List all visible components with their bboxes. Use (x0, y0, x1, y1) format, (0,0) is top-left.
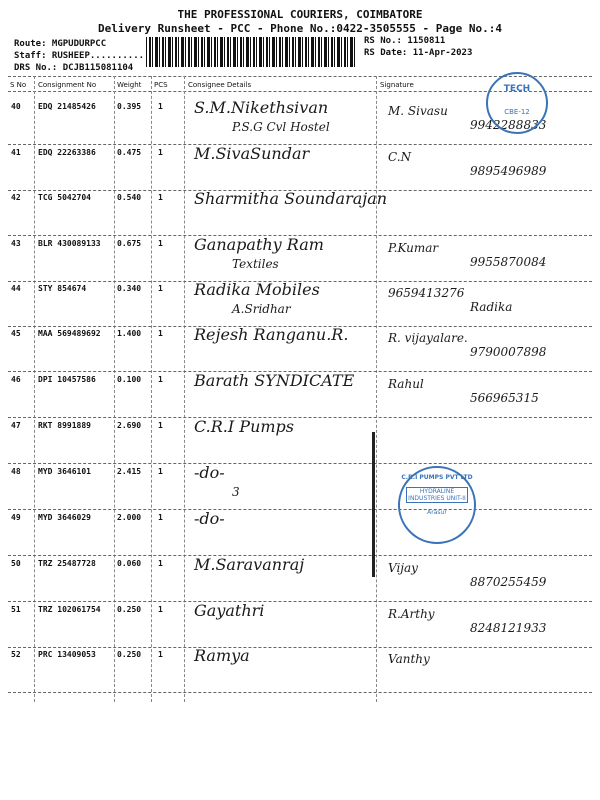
row-consignment-no: TCG 5042704 (38, 193, 91, 202)
row-separator (8, 692, 592, 693)
row-sno: 44 (11, 284, 21, 293)
row-pcs: 1 (158, 513, 163, 522)
row-consignee-name: S.M.Nikethsivan (194, 98, 329, 117)
row-consignee-name: -do- (194, 509, 225, 528)
row-separator (8, 647, 592, 648)
row-pcs: 1 (158, 375, 163, 384)
col-pcs-header: PCS (154, 81, 168, 89)
row-sno: 50 (11, 559, 21, 568)
row-consignment-no: STY 854674 (38, 284, 87, 293)
row-sno: 49 (11, 513, 21, 522)
row-consignee-name: Rejesh Ranganu.R. (194, 325, 349, 344)
staff-label: Staff: RUSHEEP.......... (14, 51, 145, 61)
row-signature-phone: 8870255459 (470, 575, 547, 589)
row-weight: 0.250 (117, 650, 142, 659)
row-signature: 9659413276 (388, 286, 465, 300)
bracket-line (372, 432, 375, 577)
tech-stamp: TECH CBE-12 (486, 72, 548, 134)
row-signature: C.N (388, 150, 412, 164)
col-divider (34, 76, 35, 702)
row-consignment-no: EDQ 21485426 (38, 102, 96, 111)
row-weight: 0.540 (117, 193, 142, 202)
rs-date: RS Date: 11-Apr-2023 (364, 48, 473, 58)
row-pcs: 1 (158, 467, 163, 476)
route-label: Route: MGPUDURPCC (14, 39, 107, 49)
row-consignee-extra: A.Sridhar (232, 302, 291, 316)
row-pcs: 1 (158, 239, 163, 248)
row-consignment-no: TRZ 102061754 (38, 605, 101, 614)
row-consignment-no: BLR 430089133 (38, 239, 101, 248)
row-consignee-name: C.R.I Pumps (194, 417, 294, 436)
row-pcs: 1 (158, 102, 163, 111)
col-consignment-header: Consignment No (38, 81, 97, 89)
row-consignment-no: DPI 10457586 (38, 375, 96, 384)
rs-number: RS No.: 1150811 (364, 36, 446, 46)
row-pcs: 1 (158, 193, 163, 202)
col-divider (114, 76, 115, 702)
row-weight: 0.060 (117, 559, 142, 568)
row-separator (8, 601, 592, 602)
row-consignee-name: -do- (194, 463, 225, 482)
row-consignment-no: EDQ 22263386 (38, 148, 96, 157)
row-sno: 45 (11, 329, 21, 338)
row-consignee-name: Ganapathy Ram (194, 235, 324, 254)
row-consignment-no: MYD 3646101 (38, 467, 91, 476)
cri-pumps-stamp: C.R.I PUMPS PVT LTD HYDRALINE INDUSTRIES UNIT-II Arasur (398, 466, 476, 544)
row-consignee-name: Ramya (194, 646, 250, 665)
row-consignment-no: PRC 13409053 (38, 650, 96, 659)
row-weight: 0.100 (117, 375, 142, 384)
row-signature-phone: 9955870084 (470, 255, 547, 269)
row-sno: 46 (11, 375, 21, 384)
row-weight: 0.395 (117, 102, 142, 111)
row-sno: 51 (11, 605, 21, 614)
row-signature-phone: 566965315 (470, 391, 539, 405)
row-signature: M. Sivasu (388, 104, 448, 118)
row-sno: 52 (11, 650, 21, 659)
col-divider (184, 76, 185, 702)
row-sno: 42 (11, 193, 21, 202)
row-weight: 1.400 (117, 329, 142, 338)
row-sno: 47 (11, 421, 21, 430)
row-signature-phone: 9942288833 (470, 118, 547, 132)
row-pcs: 1 (158, 284, 163, 293)
row-signature-phone: 8248121933 (470, 621, 547, 635)
row-sno: 48 (11, 467, 21, 476)
row-signature: Vanthy (388, 652, 430, 666)
row-separator (8, 509, 592, 510)
row-weight: 0.475 (117, 148, 142, 157)
row-weight: 0.250 (117, 605, 142, 614)
row-sno: 43 (11, 239, 21, 248)
row-sno: 41 (11, 148, 21, 157)
barcode (146, 37, 356, 67)
row-signature-phone: 9790007898 (470, 345, 547, 359)
row-consignee-name: Gayathri (194, 601, 265, 620)
row-consignment-no: MAA 569489692 (38, 329, 101, 338)
col-signature-header: Signature (380, 81, 414, 89)
row-consignment-no: MYD 3646029 (38, 513, 91, 522)
company-title: THE PROFESSIONAL COURIERS, COIMBATORE (177, 8, 423, 21)
row-separator (8, 417, 592, 418)
row-weight: 0.675 (117, 239, 142, 248)
row-signature-phone: 9895496989 (470, 164, 547, 178)
col-sno-header: S No (10, 81, 27, 89)
row-pcs: 1 (158, 329, 163, 338)
row-consignee-name: M.Saravanraj (194, 555, 305, 574)
row-pcs: 1 (158, 605, 163, 614)
row-consignee-extra: P.S.G Cvl Hostel (232, 120, 330, 134)
col-weight-header: Weight (117, 81, 142, 89)
row-consignee-name: M.SivaSundar (194, 144, 310, 163)
row-consignment-no: RKT 8991889 (38, 421, 91, 430)
row-separator (8, 463, 592, 464)
row-consignee-name: Sharmitha Soundarajan (194, 189, 388, 208)
col-divider (376, 76, 377, 702)
drs-label: DRS No.: DCJB115081104 (14, 63, 134, 73)
row-weight: 2.000 (117, 513, 142, 522)
row-weight: 2.690 (117, 421, 142, 430)
row-consignee-extra: Textiles (232, 257, 279, 271)
row-signature-phone: Radika (470, 300, 513, 314)
col-consignee-header: Consignee Details (188, 81, 252, 89)
row-pcs: 1 (158, 148, 163, 157)
row-pcs: 1 (158, 650, 163, 659)
row-signature: P.Kumar (388, 241, 439, 255)
row-pcs: 1 (158, 421, 163, 430)
col-divider (151, 76, 152, 702)
row-consignee-name: Barath SYNDICATE (194, 371, 355, 390)
row-signature: R. vijayalare. (388, 331, 468, 345)
row-sno: 40 (11, 102, 21, 111)
row-signature: Rahul (388, 377, 424, 391)
row-consignment-no: TRZ 25487728 (38, 559, 96, 568)
row-pcs: 1 (158, 559, 163, 568)
row-weight: 0.340 (117, 284, 142, 293)
row-consignee-name: Radika Mobiles (194, 280, 320, 299)
row-signature: Vijay (388, 561, 418, 575)
row-weight: 2.415 (117, 467, 142, 476)
runsheet-subtitle: Delivery Runsheet - PCC - Phone No.:0422-3505555 - Page No.:4 (98, 22, 502, 35)
row-consignee-extra: 3 (232, 485, 240, 499)
row-signature: R.Arthy (388, 607, 435, 621)
